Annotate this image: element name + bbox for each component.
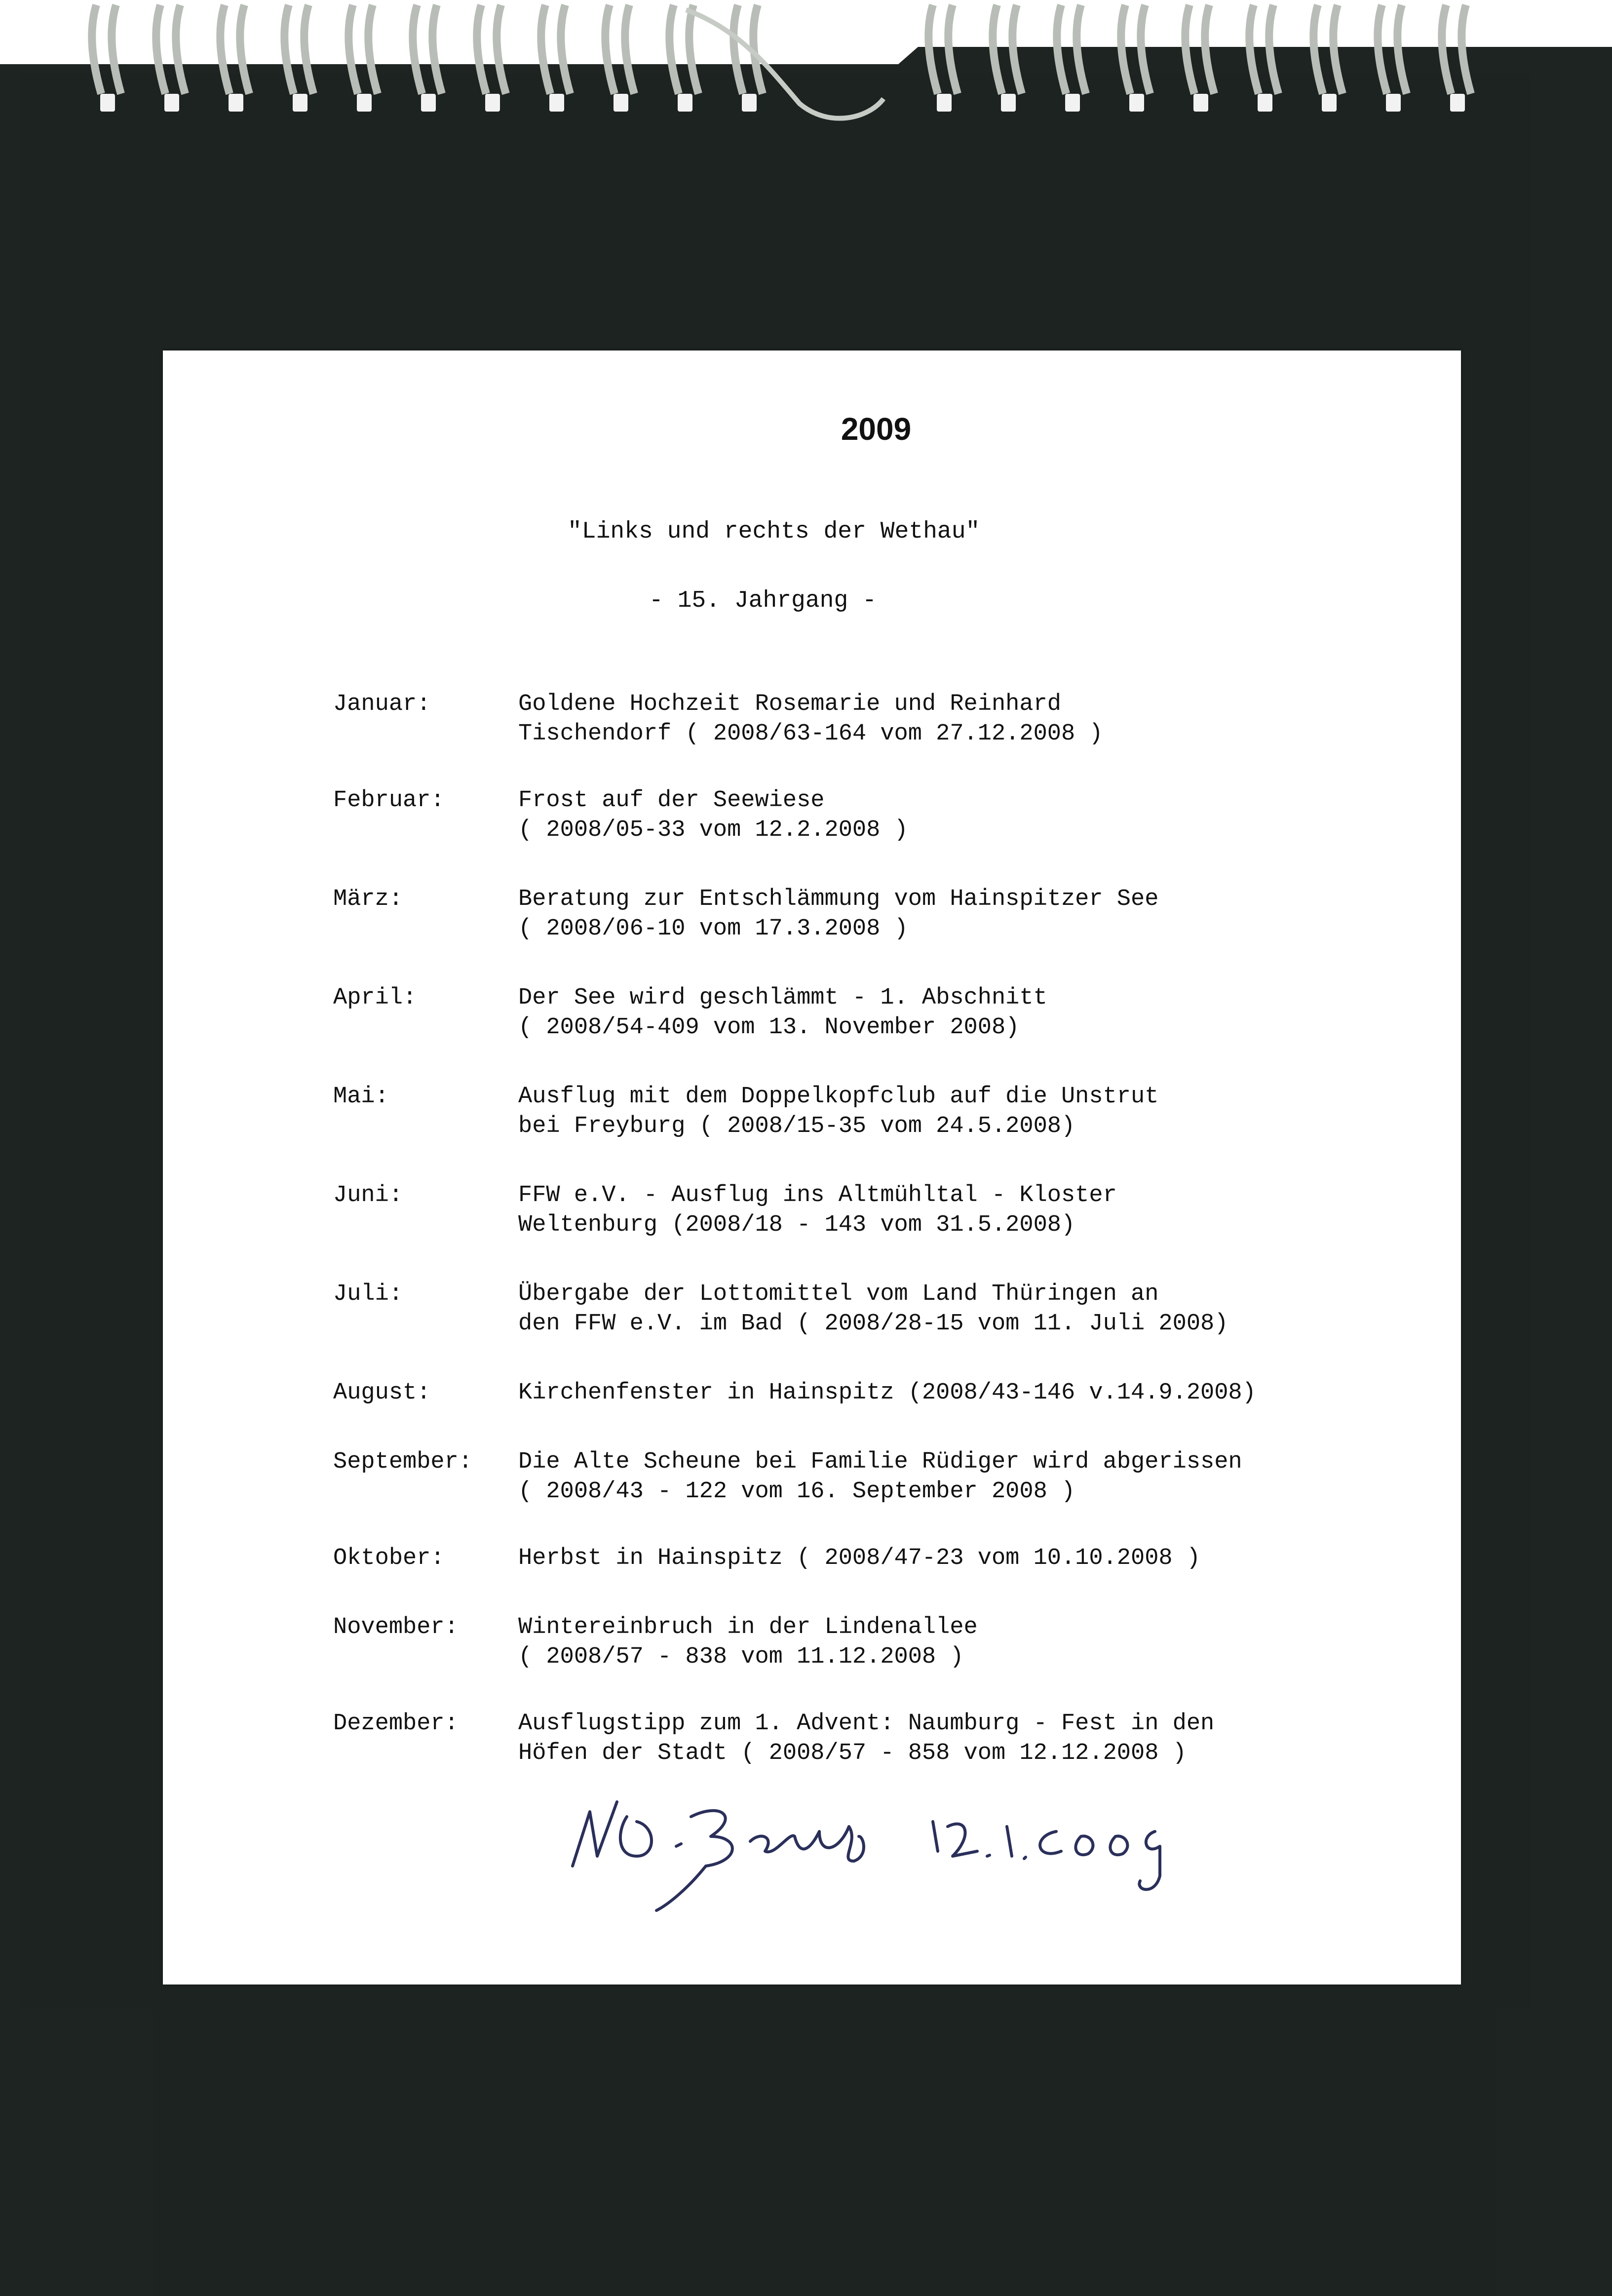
binding-hole: [421, 94, 436, 112]
binding-hole: [229, 94, 243, 112]
month-label: April:: [333, 985, 417, 1011]
month-list: [163, 350, 1461, 1985]
month-label: Dezember:: [333, 1711, 459, 1737]
entry-text-line: Beratung zur Entschlämmung vom Hainspitzer See: [518, 886, 1159, 912]
entry-text-line: ( 2008/54-409 vom 13. November 2008): [518, 1014, 1020, 1041]
entry-text-line: ( 2008/43 - 122 vom 16. September 2008 ): [518, 1479, 1075, 1505]
entry-text-line: ( 2008/05-33 vom 12.2.2008 ): [518, 817, 908, 843]
entry-text-line: Kirchenfenster in Hainspitz (2008/43-146 v.14.9.2008): [518, 1380, 1256, 1406]
entry-text-line: Herbst in Hainspitz ( 2008/47-23 vom 10.10.2008 ): [518, 1545, 1201, 1571]
binding-hole: [1322, 94, 1337, 112]
binding-hole: [357, 94, 372, 112]
entry-text-line: Wintereinbruch in der Lindenallee: [518, 1614, 978, 1640]
month-label: März:: [333, 886, 403, 912]
binding-hole: [293, 94, 307, 112]
month-label: Juni:: [333, 1182, 403, 1208]
binding-hole: [485, 94, 500, 112]
entry-text-line: Ausflugstipp zum 1. Advent: Naumburg - Fest in den: [518, 1711, 1215, 1737]
calendar-title: "Links und rechts der Wethau": [568, 518, 980, 545]
spiral-binding-icon: [0, 0, 1612, 138]
entry-text-line: Höfen der Stadt ( 2008/57 - 858 vom 12.12.2008 ): [518, 1740, 1187, 1766]
month-label: Mai:: [333, 1084, 389, 1110]
year-heading: 2009: [841, 411, 912, 447]
calendar-backboard-lower: [153, 1994, 1496, 2296]
entry-text-line: FFW e.V. - Ausflug ins Altmühltal - Kloster: [518, 1182, 1117, 1208]
binding-hole: [1258, 94, 1272, 112]
binding-hole: [1386, 94, 1401, 112]
binding-hole: [1129, 94, 1144, 112]
edition-label: - 15. Jahrgang -: [649, 587, 877, 614]
binding-hole: [1065, 94, 1080, 112]
entry-text-line: Goldene Hochzeit Rosemarie und Reinhard: [518, 691, 1061, 717]
month-label: September:: [333, 1449, 473, 1475]
entry-text-line: bei Freyburg ( 2008/15-35 vom 24.5.2008): [518, 1113, 1075, 1139]
binding-hole: [742, 94, 757, 112]
entry-text-line: ( 2008/57 - 838 vom 11.12.2008 ): [518, 1644, 964, 1670]
entry-text-line: Weltenburg (2008/18 - 143 vom 31.5.2008): [518, 1212, 1075, 1238]
entry-text-line: Frost auf der Seewiese: [518, 787, 825, 814]
calendar-cover-sheet: [163, 350, 1461, 1985]
binding-hole: [937, 94, 952, 112]
binding-hole: [100, 94, 115, 112]
binding-hole: [614, 94, 628, 112]
entry-text-line: den FFW e.V. im Bad ( 2008/28-15 vom 11. Juli 2008): [518, 1311, 1228, 1337]
entry-text-line: Ausflug mit dem Doppelkopfclub auf die Unstrut: [518, 1084, 1159, 1110]
signature-icon: [543, 1782, 1259, 1915]
entry-text-line: Die Alte Scheune bei Familie Rüdiger wird abgerissen: [518, 1449, 1242, 1475]
binding-hole: [678, 94, 692, 112]
month-label: Februar:: [333, 787, 445, 814]
month-label: November:: [333, 1614, 459, 1640]
binding-hole: [1001, 94, 1016, 112]
binding-hole: [1193, 94, 1208, 112]
month-label: August:: [333, 1380, 431, 1406]
month-label: Januar:: [333, 691, 431, 717]
month-label: Oktober:: [333, 1545, 445, 1571]
binding-hole: [549, 94, 564, 112]
entry-text-line: Übergabe der Lottomittel vom Land Thüringen an: [518, 1281, 1159, 1307]
month-label: Juli:: [333, 1281, 403, 1307]
entry-text-line: Der See wird geschlämmt - 1. Abschnitt: [518, 985, 1047, 1011]
binding-hole: [1450, 94, 1465, 112]
binding-hole: [164, 94, 179, 112]
entry-text-line: ( 2008/06-10 vom 17.3.2008 ): [518, 916, 908, 942]
entry-text-line: Tischendorf ( 2008/63-164 vom 27.12.2008 ): [518, 721, 1103, 747]
